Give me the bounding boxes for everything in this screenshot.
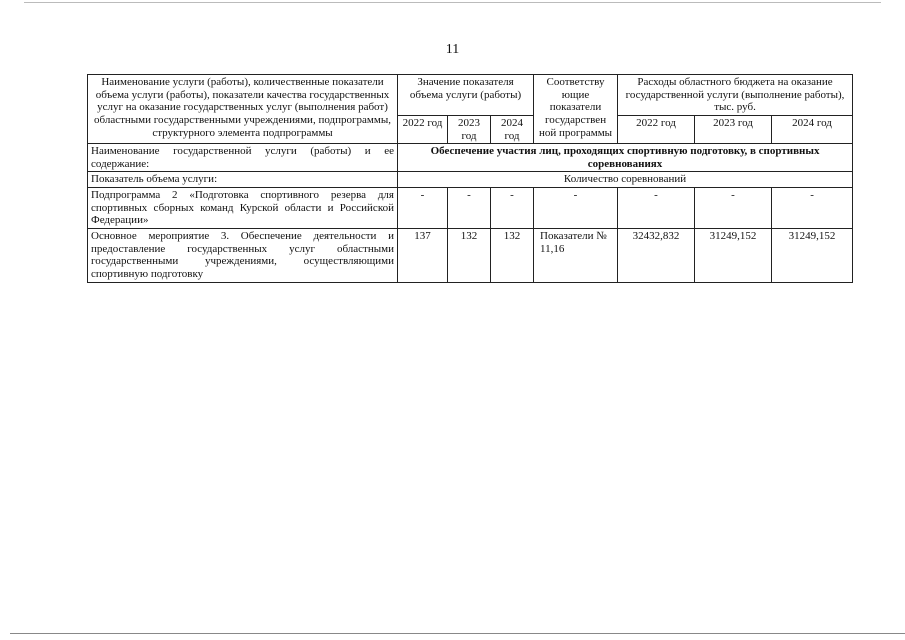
main-event-expense-2024: 31249,152: [772, 229, 853, 283]
service-name-row: [88, 144, 853, 172]
bottom-scan-edge: [10, 633, 905, 634]
header-expense-cell: Расходы областного бюджета на оказание государственной услуги (выполнение работы), тыс. руб.: [618, 75, 853, 116]
main-event-value-2022: 137: [398, 229, 448, 283]
subprogram-value: -: [448, 188, 491, 229]
indicator-row: [88, 172, 853, 188]
main-event-expense-2022: 32432,832: [618, 229, 695, 283]
main-event-row: [88, 229, 853, 283]
year-cell: 2022 год: [618, 115, 695, 143]
subprogram-value: -: [772, 188, 853, 229]
indicator-value: Количество соревнований: [398, 172, 853, 188]
subprogram-value: -: [491, 188, 534, 229]
subprogram-value: -: [398, 188, 448, 229]
page-number: 11: [445, 42, 460, 57]
header-row-top: [88, 75, 853, 116]
main-event-value-2023: 132: [448, 229, 491, 283]
main-event-match: Показатели № 11,16: [534, 229, 618, 283]
subprogram-value: -: [695, 188, 772, 229]
year-cell: 2023 год: [695, 115, 772, 143]
main-event-expense-2023: 31249,152: [695, 229, 772, 283]
year-cell: 2024 год: [772, 115, 853, 143]
header-value-cell: Значение показателя объема услуги (работы): [398, 75, 534, 116]
year-cell: 2022 год: [398, 115, 448, 143]
header-match-cell: Соответству ющие показатели государствен ной программы: [534, 75, 618, 144]
service-name-value: Обеспечение участия лиц, проходящих спортивную подготовку, в спортивных соревнованиях: [398, 144, 853, 172]
main-event-name: Основное мероприятие 3. Обеспечение деятельности и предоставление государственных услуг областными государственными учреждениями, осуществляющими спортивную подготовку: [88, 229, 398, 283]
subprogram-name: Подпрограмма 2 «Подготовка спортивного резерва для спортивных сборных команд Курской области и Российской Федерации»: [88, 188, 398, 229]
service-name-label: Наименование государственной услуги (работы) и ее содержание:: [88, 144, 398, 172]
subprogram-value: -: [534, 188, 618, 229]
top-scan-edge: [24, 2, 881, 3]
header-name-cell: Наименование услуги (работы), количественные показатели объема услуги (работы), показатели качества государственных услуг на оказание государственных услуг (выполнения работ) областными государственными учреждениями, подпрограммы, структурного элемента подпрограммы: [88, 75, 398, 144]
report-table: [87, 74, 853, 283]
subprogram-row: [88, 188, 853, 229]
year-cell: 2023 год: [448, 115, 491, 143]
main-event-value-2024: 132: [491, 229, 534, 283]
subprogram-value: -: [618, 188, 695, 229]
indicator-label: Показатель объема услуги:: [88, 172, 398, 188]
year-cell: 2024 год: [491, 115, 534, 143]
